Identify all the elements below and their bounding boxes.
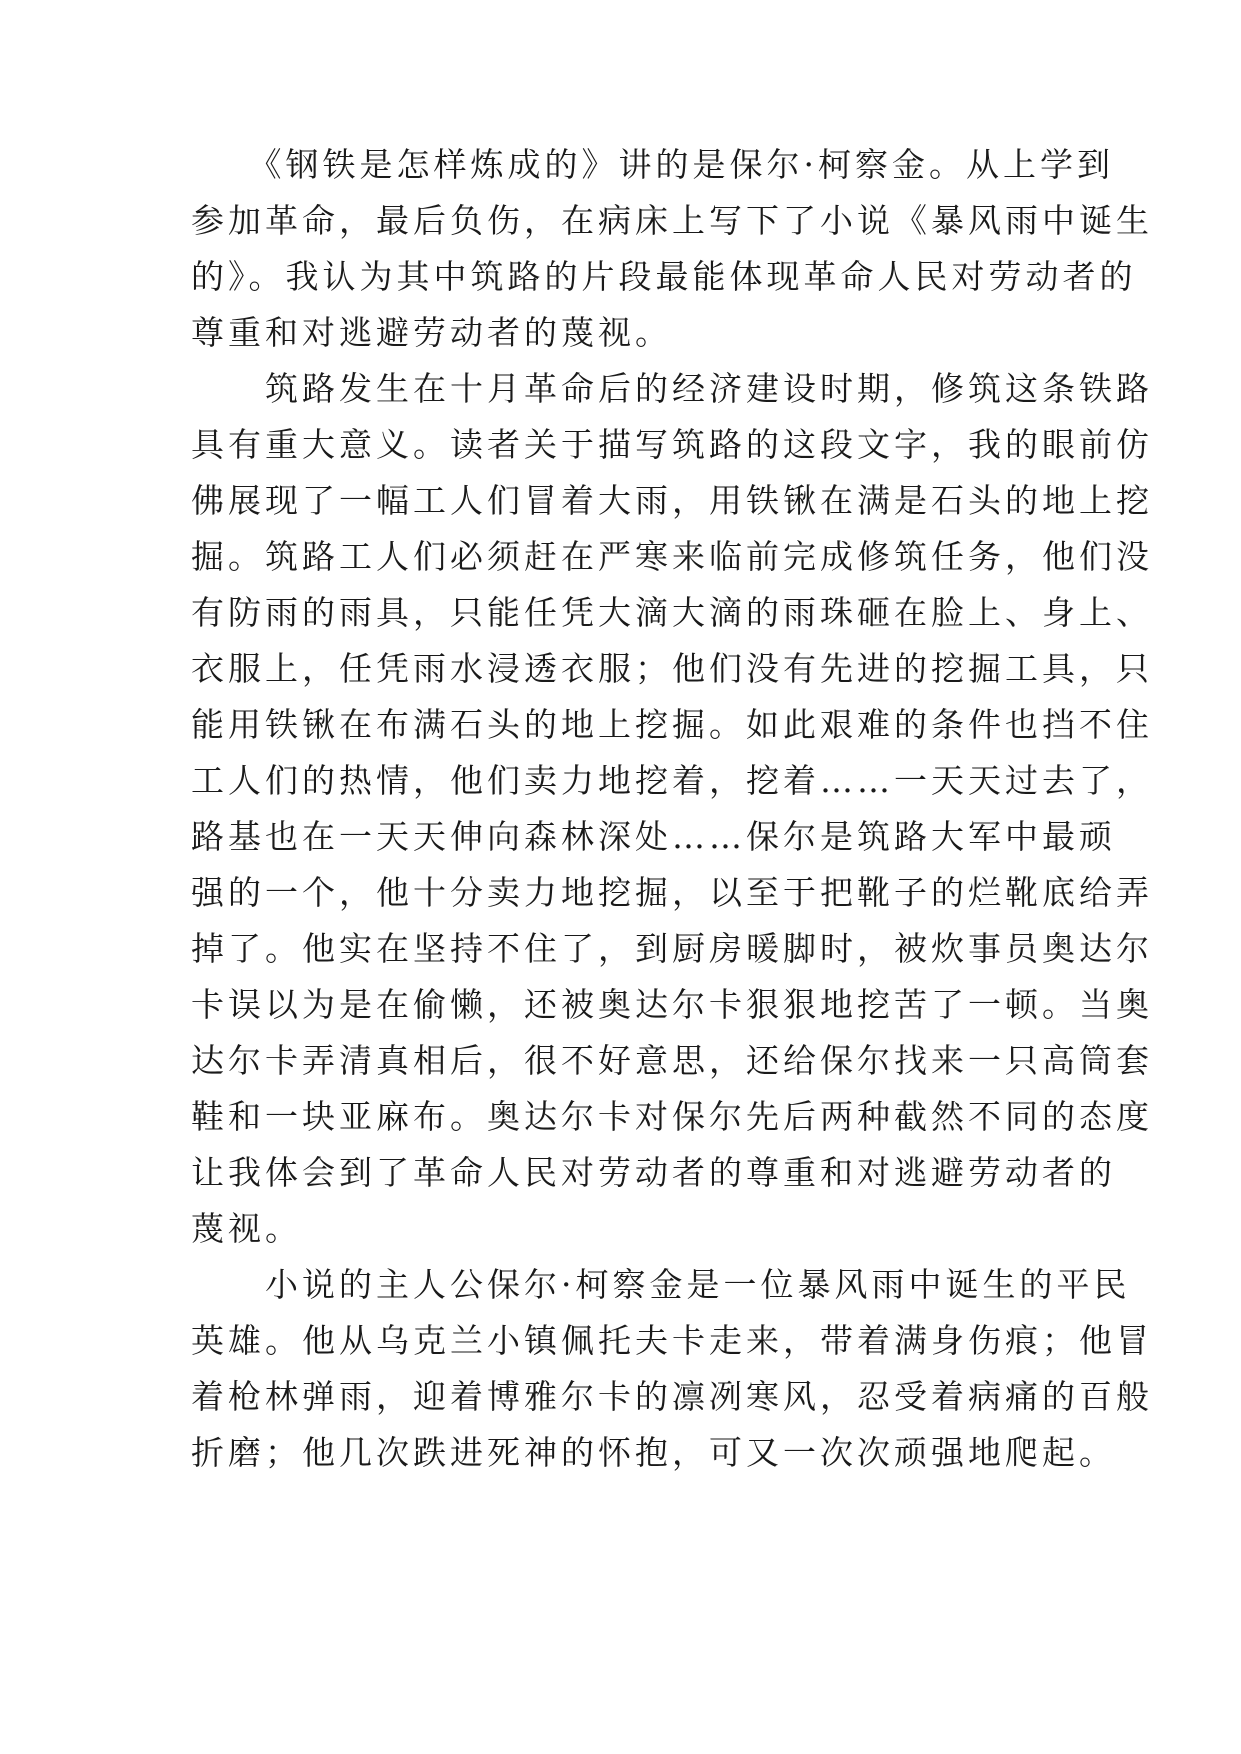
text-line: 蔑视。	[191, 1209, 302, 1248]
text-line: 的》。我认为其中筑路的片段最能体现革命人民对劳动者的	[191, 257, 1137, 296]
text-line: 掉了。他实在坚持不住了，到厨房暖脚时，被炊事员奥达尔	[191, 929, 1153, 968]
text-line: 《钢铁是怎样炼成的》讲的是保尔·柯察金。从上学到	[191, 145, 1114, 184]
text-line: 参加革命，最后负伤，在病床上写下了小说《暴风雨中诞生	[191, 201, 1153, 240]
text-line: 筑路发生在十月革命后的经济建设时期，修筑这条铁路	[191, 369, 1153, 408]
text-line: 强的一个，他十分卖力地挖掘，以至于把靴子的烂靴底给弄	[191, 873, 1153, 912]
text-line: 工人们的热情，他们卖力地挖着，挖着……一天天过去了，	[191, 761, 1153, 800]
text-line: 让我体会到了革命人民对劳动者的尊重和对逃避劳动者的	[191, 1153, 1116, 1192]
text-line: 卡误以为是在偷懒，还被奥达尔卡狠狠地挖苦了一顿。当奥	[191, 985, 1153, 1024]
text-line: 小说的主人公保尔·柯察金是一位暴风雨中诞生的平民	[191, 1265, 1131, 1304]
text-line: 路基也在一天天伸向森林深处……保尔是筑路大军中最顽	[191, 817, 1116, 856]
text-line: 尊重和对逃避劳动者的蔑视。	[191, 313, 672, 352]
text-line: 掘。筑路工人们必须赶在严寒来临前完成修筑任务，他们没	[191, 537, 1153, 576]
text-line: 英雄。他从乌克兰小镇佩托夫卡走来，带着满身伤痕；他冒	[191, 1321, 1153, 1360]
text-line: 达尔卡弄清真相后，很不好意思，还给保尔找来一只高筒套	[191, 1041, 1153, 1080]
text-line: 衣服上，任凭雨水浸透衣服；他们没有先进的挖掘工具，只	[191, 649, 1153, 688]
text-line: 能用铁锹在布满石头的地上挖掘。如此艰难的条件也挡不住	[191, 705, 1153, 744]
text-line: 鞋和一块亚麻布。奥达尔卡对保尔先后两种截然不同的态度	[191, 1097, 1153, 1136]
text-line: 佛展现了一幅工人们冒着大雨，用铁锹在满是石头的地上挖	[191, 481, 1153, 520]
text-line: 着枪林弹雨，迎着博雅尔卡的凛冽寒风，忍受着病痛的百般	[191, 1377, 1153, 1416]
text-line: 有防雨的雨具，只能任凭大滴大滴的雨珠砸在脸上、身上、	[191, 593, 1153, 632]
text-line: 具有重大意义。读者关于描写筑路的这段文字，我的眼前仿	[191, 425, 1153, 464]
text-line: 折磨；他几次跌进死神的怀抱，可又一次次顽强地爬起。	[191, 1433, 1116, 1472]
